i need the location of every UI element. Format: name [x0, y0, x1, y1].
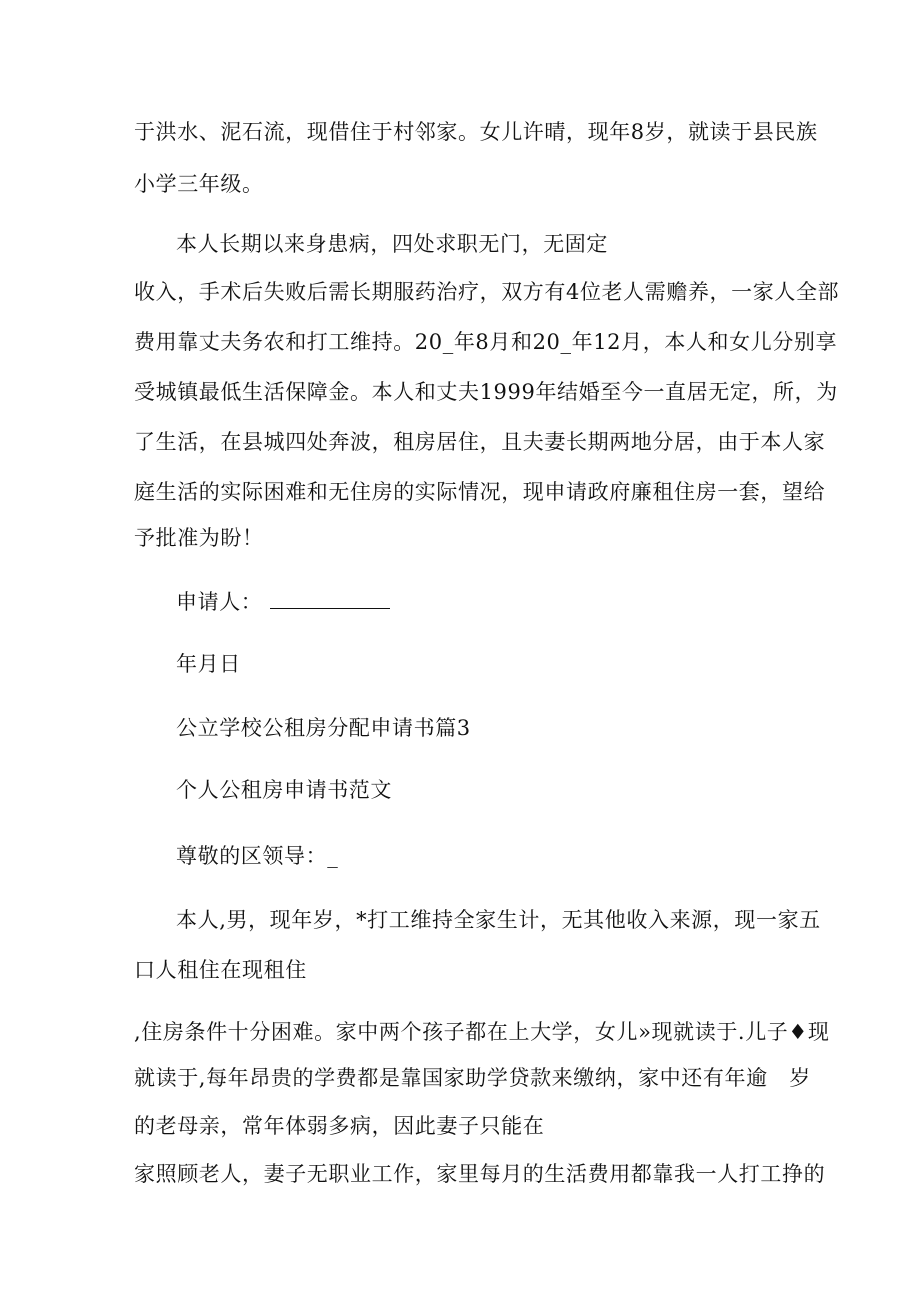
text-line: 予批准为盼！: [134, 526, 264, 550]
text-line: 家照顾老人，妻子无职业工作，家里每月的生活费用都靠我一人打工挣的: [134, 1162, 826, 1186]
text-line: 就读于,每年昂贵的学费都是靠国家助学贷款来缴纳，家中还有年逾 岁: [134, 1066, 811, 1090]
text-line: 本人长期以来身患病，四处求职无门，无固定: [176, 232, 608, 256]
applicant-line: [176, 588, 390, 616]
text-line: ,住房条件十分困难。家中两个孩子都在上大学，女儿»现就读于.儿子♦现: [134, 1020, 830, 1044]
section-heading: 个人公租房申请书范文: [176, 778, 392, 802]
section-heading: 公立学校公租房分配申请书篇3: [176, 716, 471, 740]
applicant-label: 申请人：: [176, 590, 263, 614]
text-line: 收入，手术后失败后需长期服药治疗，双方有4位老人需赡养，一家人全部: [134, 280, 840, 304]
text-line: 庭生活的实际困难和无住房的实际情况，现申请政府廉租住房一套，望给: [134, 480, 826, 504]
text-line: 于洪水、泥石流，现借住于村邻家。女儿许晴，现年8岁，就读于县民族: [134, 120, 818, 144]
text-line: 费用靠丈夫务农和打工维持。20_年8月和20_年12月，本人和女儿分别享: [134, 330, 838, 354]
text-line: 了生活，在县城四处奔波，租房居住，且夫妻长期两地分居，由于本人家: [134, 430, 826, 454]
salutation: 尊敬的区领导：_: [176, 844, 339, 868]
text-line: 本人,男，现年岁，*打工维持全家生计，无其他收入来源，现一家五: [176, 908, 821, 932]
date-line: 年月日: [176, 652, 241, 676]
text-line: 的老母亲，常年体弱多病，因此妻子只能在: [134, 1114, 545, 1138]
text-line: 口人租住在现租住: [134, 958, 307, 982]
text-line: 小学三年级。: [134, 172, 264, 196]
text-line: 受城镇最低生活保障金。本人和丈夫1999年结婚至今一直居无定，所，为: [134, 380, 838, 404]
signature-blank: [270, 588, 390, 609]
